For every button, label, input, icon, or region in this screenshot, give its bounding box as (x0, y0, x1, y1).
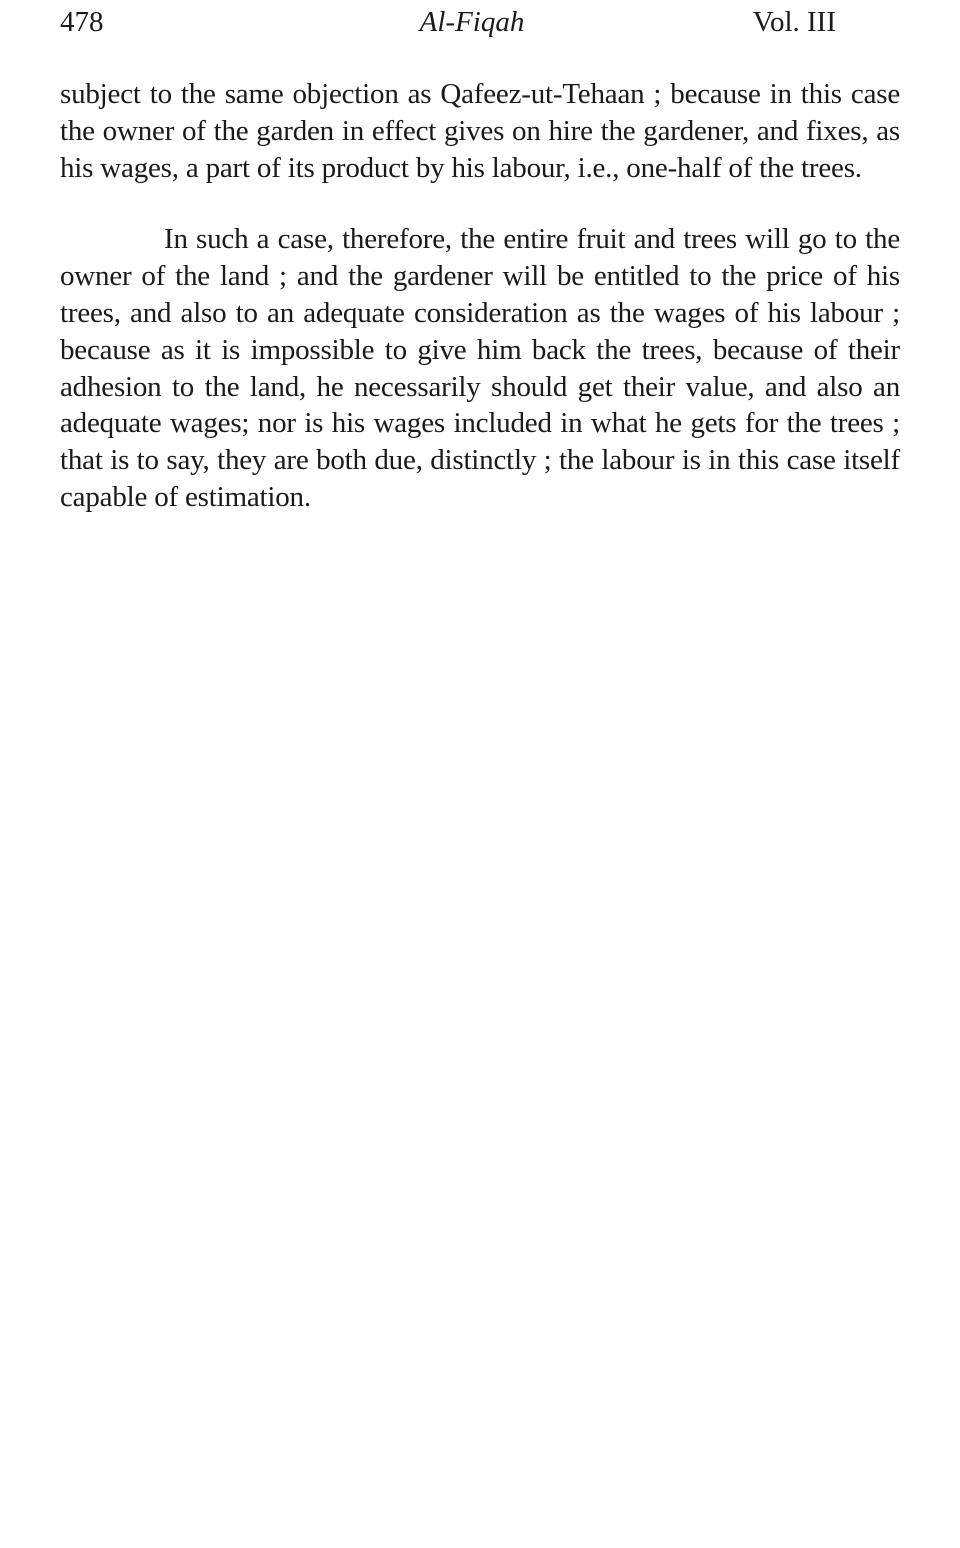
paragraph-continued: subject to the same objection as Qafeez-ut-Tehaan ; because in this case the owner of the garden in effect gives on hire the gardener, and fixes, as his wages, a part of its product by his labour, i.e., one-half of the trees. (60, 78, 900, 184)
book-title: Al-Fiqah (419, 6, 525, 38)
page-number: 478 (60, 6, 104, 38)
paragraph: In such a case, therefore, the entire fruit and trees will go to the owner of the land ; and the gardener will be entitled to the price of his trees, and also to an adequate consideration as the wages of his labour ; because as it is impossible to give him back the trees, because of their adhesion to the land, he necessarily should get their value, and also an adequate wages; nor is his wages included in what he gets for the trees ; that is to say, they are both due, distinctly ; the labour is in this case itself capable of estimation. (60, 223, 900, 513)
volume-label: Vol. III (752, 6, 836, 38)
running-header (60, 4, 836, 44)
body-text (60, 76, 900, 516)
